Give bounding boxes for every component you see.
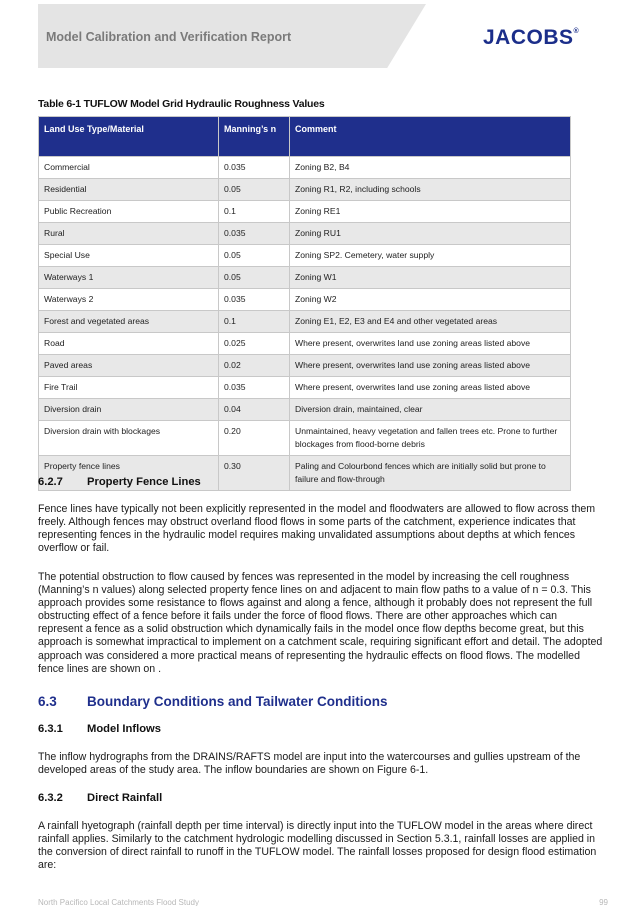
mannings-n-cell: 0.035 xyxy=(219,223,290,245)
table-row xyxy=(39,289,571,311)
roughness-table xyxy=(38,116,571,491)
land-use-cell: Diversion drain with blockages xyxy=(39,421,219,456)
comment-cell: Zoning RU1 xyxy=(290,223,571,245)
section-number: 6.2.7 xyxy=(38,476,63,488)
comment-cell: Where present, overwrites land use zoning areas listed above xyxy=(290,333,571,355)
land-use-cell: Commercial xyxy=(39,157,219,179)
footer-document-title: North Pacifico Local Catchments Flood Study xyxy=(38,898,199,906)
mannings-n-cell: 0.035 xyxy=(219,377,290,399)
comment-cell: Zoning RE1 xyxy=(290,201,571,223)
mannings-n-cell: 0.1 xyxy=(219,311,290,333)
section-title: Direct Rainfall xyxy=(87,792,163,804)
heading-6-3-1 xyxy=(38,723,604,735)
mannings-n-cell: 0.035 xyxy=(219,157,290,179)
section-title: Property Fence Lines xyxy=(87,476,201,488)
land-use-cell: Residential xyxy=(39,179,219,201)
table-row xyxy=(39,179,571,201)
comment-cell: Where present, overwrites land use zoning areas listed above xyxy=(290,355,571,377)
heading-6-2-7 xyxy=(38,476,604,488)
table-row xyxy=(39,333,571,355)
table-row xyxy=(39,355,571,377)
table-row xyxy=(39,245,571,267)
comment-cell: Where present, overwrites land use zoning areas listed above xyxy=(290,377,571,399)
land-use-cell: Waterways 2 xyxy=(39,289,219,311)
section-number: 6.3.2 xyxy=(38,792,63,804)
mannings-n-cell: 0.30 xyxy=(219,456,290,491)
heading-6-3 xyxy=(38,694,604,709)
table-row xyxy=(39,399,571,421)
mannings-n-cell: 0.1 xyxy=(219,201,290,223)
column-header-land-use: Land Use Type/Material xyxy=(39,117,219,157)
land-use-cell: Property fence lines xyxy=(39,456,219,491)
heading-6-3-2 xyxy=(38,792,604,804)
section-title: Model Inflows xyxy=(87,723,161,735)
comment-cell: Paling and Colourbond fences which are initially solid but prone to failure and flow-through xyxy=(290,456,571,491)
land-use-cell: Paved areas xyxy=(39,355,219,377)
mannings-n-cell: 0.02 xyxy=(219,355,290,377)
table-row xyxy=(39,201,571,223)
land-use-cell: Diversion drain xyxy=(39,399,219,421)
table-row xyxy=(39,377,571,399)
table-row xyxy=(39,157,571,179)
mannings-n-cell: 0.035 xyxy=(219,289,290,311)
page-number: 99 xyxy=(599,898,608,906)
land-use-cell: Rural xyxy=(39,223,219,245)
table-row xyxy=(39,267,571,289)
report-title: Model Calibration and Verification Report xyxy=(46,30,292,44)
comment-cell: Zoning W1 xyxy=(290,267,571,289)
logo-text: JACOBS xyxy=(483,26,574,49)
paragraph: Fence lines have typically not been explicitly represented in the model and floodwaters are allowed to flow across them freely. Although fences may obstruct overland flood flows in some parts of the catchment, experience indicates that representing fences in the hydraulic model requires making unvalidated assumptions about depths at which fences overflow or fail. xyxy=(38,503,596,555)
mannings-n-cell: 0.05 xyxy=(219,267,290,289)
table-row xyxy=(39,223,571,245)
land-use-cell: Fire Trail xyxy=(39,377,219,399)
table-header-row xyxy=(39,117,571,157)
mannings-n-cell: 0.04 xyxy=(219,399,290,421)
paragraph: A rainfall hyetograph (rainfall depth per time interval) is directly input into the TUFLOW model in the areas where direct rainfall applies. Similarly to the catchment hydrologic modelling discussed in Section 5.3.1, rainfall losses are applied in the conversion of direct rainfall to runoff in the TUFLOW model. The rainfall losses proposed for design flood estimation are: xyxy=(38,820,597,872)
mannings-n-cell: 0.05 xyxy=(219,245,290,267)
paragraph: The inflow hydrographs from the DRAINS/RAFTS model are input into the watercourses and gullies upstream of the developed areas of the study area. The inflow boundaries are shown on Figure 6-1. xyxy=(38,751,581,777)
land-use-cell: Public Recreation xyxy=(39,201,219,223)
comment-cell: Zoning E1, E2, E3 and E4 and other vegetated areas xyxy=(290,311,571,333)
comment-cell: Zoning R1, R2, including schools xyxy=(290,179,571,201)
land-use-cell: Waterways 1 xyxy=(39,267,219,289)
comment-cell: Diversion drain, maintained, clear xyxy=(290,399,571,421)
land-use-cell: Forest and vegetated areas xyxy=(39,311,219,333)
jacobs-logo xyxy=(483,26,579,50)
table-caption: Table 6-1 TUFLOW Model Grid Hydraulic Roughness Values xyxy=(38,98,325,110)
comment-cell: Zoning B2, B4 xyxy=(290,157,571,179)
section-number: 6.3.1 xyxy=(38,723,63,735)
mannings-n-cell: 0.20 xyxy=(219,421,290,456)
logo-registered-mark: ® xyxy=(573,28,580,35)
column-header-mannings-n: Manning’s n xyxy=(219,117,290,157)
paragraph: The potential obstruction to flow caused by fences was represented in the model by increasing the cell roughness (Manning’s n values) along selected property fence lines on and adjacent to main flow paths to a value of n = 0.3. This approach provides some resistance to flows against and along a fence, although it probably does not represent the full obstructing effect of a fence before it fails under the force of flood flows. There are other approaches which can represent a fence as a solid obstruction which dynamically fails in the model once flow depths become great, but this approach is somewhat impractical to implement on a catchment scale, requiring significant effort and detail. The adopted approach was considered a more practical means of representing the hydraulic effects on flood flows. The modelled fence lines are shown on . xyxy=(38,571,603,675)
page-footer xyxy=(38,898,608,906)
comment-cell: Zoning SP2. Cemetery, water supply xyxy=(290,245,571,267)
comment-cell: Zoning W2 xyxy=(290,289,571,311)
mannings-n-cell: 0.05 xyxy=(219,179,290,201)
land-use-cell: Special Use xyxy=(39,245,219,267)
table-row xyxy=(39,311,571,333)
land-use-cell: Road xyxy=(39,333,219,355)
mannings-n-cell: 0.025 xyxy=(219,333,290,355)
section-number: 6.3 xyxy=(38,694,57,709)
column-header-comment: Comment xyxy=(290,117,571,157)
section-title: Boundary Conditions and Tailwater Conditions xyxy=(87,694,388,709)
comment-cell: Unmaintained, heavy vegetation and fallen trees etc. Prone to further blockages from flood-borne debris xyxy=(290,421,571,456)
table-row xyxy=(39,421,571,456)
